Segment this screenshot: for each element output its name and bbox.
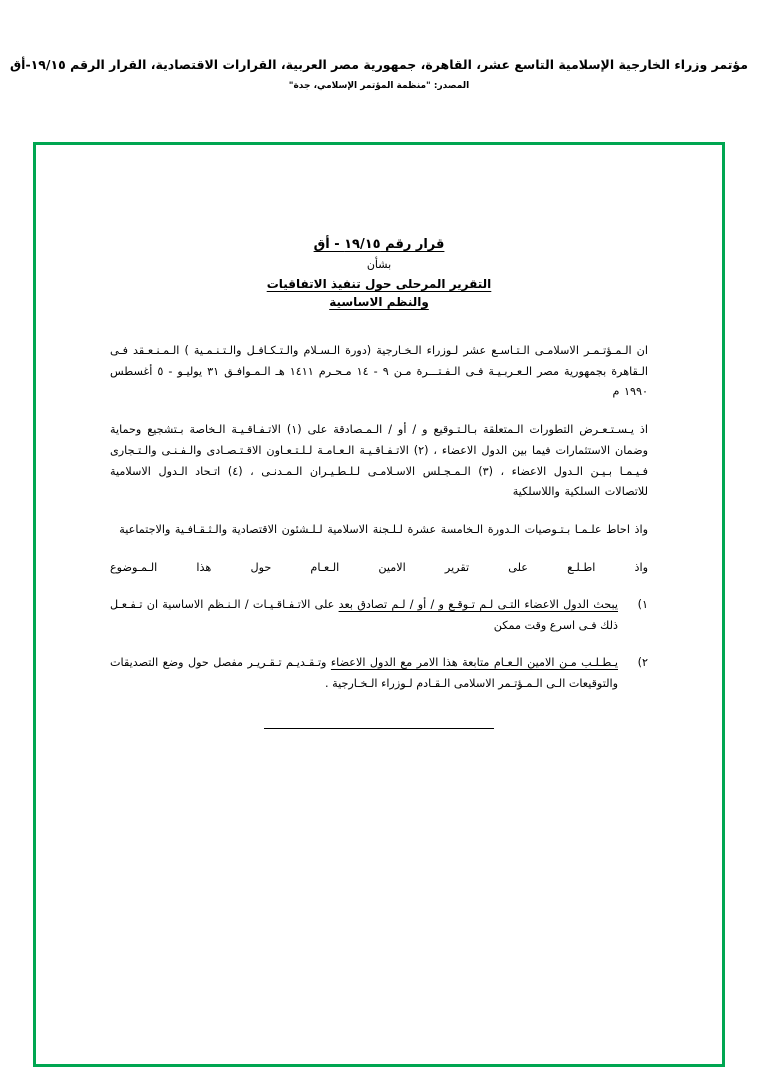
resolution-subject-line-1: التقرير المرحلى حول تنفيذ الاتفاقيات bbox=[266, 277, 492, 291]
header-title: مؤتمر وزراء الخارجية الإسلامية التاسع عشر، القاهرة، جمهورية مصر العربية، القرارات الاقتصادية، القرار الرقم ١٩/١٥-أق bbox=[9, 57, 749, 72]
section-divider bbox=[264, 728, 494, 729]
preamble-paragraph: واذ اطـلـع على تقرير الامين الـعـام حول هذا الـمـوضوع bbox=[110, 560, 648, 574]
resolution-about-label: بشأن bbox=[366, 258, 392, 271]
document-frame bbox=[33, 142, 725, 1067]
document-body bbox=[36, 145, 722, 1064]
clause-text-rest: وتـقـديـم تـقـريـر مفصل حول وضع التصديقات والتوقيعات الـى الـمـؤتـمر الاسلامى الـقـادم لـوزراء الـخـارجية . bbox=[110, 655, 618, 690]
preamble-paragraph: واذ احاط علـمـا بـتـوصيات الـدورة الـخامسة عشرة لـلـجنة الاسلامية لـلـشئون الاقتصادية والـثـقـافـية والاجتماعية bbox=[119, 523, 648, 537]
preamble-paragraph: ان الـمـؤتـمـر الاسلامـى الـتـاسـع عشر لـوزراء الـخـارجية (دورة الـسـلام والـتـكـافـل والـتـنـمـية ) الـمـنـعـقد فـى الـقاهرة بجمهورية مصر الـعـربـيـة فـى الـفـتـــرة مـن ٩ - ١٤ مـحـرم ١٤١١ هـ الـمـوافـق ٣١ يوليـو - ٥ أغسطس ١٩٩٠ م bbox=[110, 344, 648, 399]
clause-text bbox=[110, 653, 618, 694]
resolution-subject bbox=[110, 275, 648, 311]
clause-item bbox=[110, 595, 648, 636]
clause-text-underlined: يبحث الدول الاعضاء التـى لـم تـوقـع و / أو / لـم تصادق بعد bbox=[338, 598, 618, 612]
clause-number: ١) bbox=[637, 598, 648, 612]
clause-text-rest: على الاتـفـاقـيـات / الـنـظم الاساسية ان تـفـعـل ذلك فـى اسرع وقت ممكن bbox=[110, 598, 618, 633]
resolution-preamble bbox=[110, 341, 648, 578]
resolution-clauses bbox=[110, 595, 648, 694]
resolution-number: قرار رقم ١٩/١٥ - أق bbox=[313, 237, 445, 252]
clause-text-underlined: يـطـلـب مـن الامين الـعـام متابعة هذا الامر مع الدول الاعضاء bbox=[330, 655, 618, 669]
preamble-paragraph: اذ يـسـتـعـرض التطورات الـمتعلقة بـالـتـوقيع و / أو / الـمـصادقة على (١) الاتـفـاقـيـة الـخاصة بـتشجيع وحماية وضمان الاستثمارات فيما بين الدول الاعضاء ، (٢) الاتـفـاقـيـة الـعـامـة لـلـتـعـاون الاقـتـصـادى والـفـنـى والـتـجارى فـيـمـا بـيـن الـدول الاعضاء ، (٣) الـمـجـلس الاسـلامـى لـلـطـيـران الـمـدنـى ، (٤) اتـحاد الـدول الاسلامية للاتصالات السلكية واللاسلكية bbox=[110, 423, 649, 499]
clause-number: ٢) bbox=[637, 655, 648, 669]
page-header bbox=[0, 56, 758, 91]
resolution-subject-line-2: والنظم الاساسية bbox=[329, 295, 429, 309]
clause-text bbox=[110, 595, 618, 636]
clause-item bbox=[110, 653, 648, 694]
resolution-title-group bbox=[110, 233, 648, 311]
header-source: المصدر: "منظمة المؤتمر الإسلامي، جدة" bbox=[288, 80, 470, 91]
